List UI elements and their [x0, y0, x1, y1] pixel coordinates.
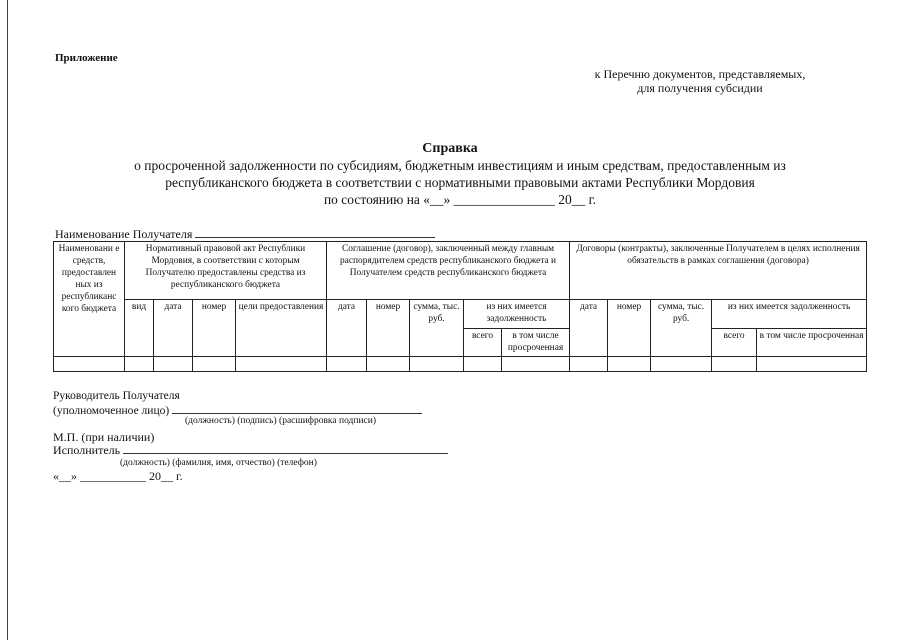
table-cell [154, 357, 193, 372]
col-contract-number: номер [608, 300, 651, 357]
table-cell [193, 357, 236, 372]
group-contracts: Договоры (контракты), заключенные Получателем в целях исполнения обязательств в рамках соглашения (договора) [570, 242, 867, 300]
recipient-blank-line [195, 227, 435, 238]
table-cell [608, 357, 651, 372]
authorized-person-label: (уполномоченное лицо) [53, 405, 170, 417]
executor-blank-line [123, 443, 448, 454]
col-act-number: номер [193, 300, 236, 357]
table-cell [464, 357, 502, 372]
col-contract-date: дата [570, 300, 608, 357]
executor-caption: (должность) (фамилия, имя, отчество) (телефон) [120, 458, 317, 468]
col-contract-sum: сумма, тыс. руб. [651, 300, 712, 357]
document-title: Справка [422, 141, 478, 156]
table-cell [54, 357, 125, 372]
date-field: «__» ___________ 20__ г. [53, 469, 183, 483]
recipient-field [55, 227, 435, 242]
report-table [53, 241, 867, 372]
table-cell [410, 357, 464, 372]
appendix-label: Приложение [55, 52, 118, 64]
appendix-reference-line2: для получения субсидии [637, 81, 763, 95]
col-act-date: дата [154, 300, 193, 357]
stamp-label: М.П. (при наличии) [53, 430, 155, 444]
subtitle-line1: о просроченной задолженности по субсидиям, бюджетным инвестициям и иным средствам, предоставленным из [134, 158, 786, 173]
page-border-line [7, 0, 8, 640]
col-agreement-debt-total: всего [464, 329, 502, 357]
group-agreement: Соглашение (договор), заключенный между главным распорядителем средств республиканского бюджета и Получателем средств республиканского бюджета [327, 242, 570, 300]
appendix-reference-line1: к Перечню документов, представляемых, [594, 67, 806, 81]
subtitle-line2: республиканского бюджета в соответствии с нормативными правовыми актами Республики Мордовия [165, 175, 755, 190]
table-cell [502, 357, 570, 372]
col-funds-name: Наименовани е средств, предоставлен ных из республиканс кого бюджета [54, 242, 125, 357]
table-cell [125, 357, 154, 372]
appendix-reference [560, 67, 840, 95]
col-agreement-debt-overdue: в том числе просроченная [502, 329, 570, 357]
col-contract-debt-total: всего [712, 329, 757, 357]
signature-caption: (должность) (подпись) (расшифровка подписи) [185, 416, 377, 426]
table-cell [367, 357, 410, 372]
signature-head-label: Руководитель Получателя [53, 390, 180, 402]
table-cell [570, 357, 608, 372]
col-contract-debt-overdue: в том числе просроченная [757, 329, 867, 357]
group-legal-act: Нормативный правовой акт Республики Мордовия, в соответствии с которым Получателю предоставлены средства из республиканского бюджета [125, 242, 327, 300]
table-cell [712, 357, 757, 372]
col-agreement-number: номер [367, 300, 410, 357]
col-agreement-sum: сумма, тыс. руб. [410, 300, 464, 357]
col-agreement-date: дата [327, 300, 367, 357]
executor-field [53, 443, 448, 458]
table-cell [651, 357, 712, 372]
table-cell [236, 357, 327, 372]
table-cell [327, 357, 367, 372]
col-act-type: вид [125, 300, 154, 357]
col-contract-debt: из них имеется задолженность [712, 300, 867, 329]
col-agreement-debt: из них имеется задолженность [464, 300, 570, 329]
table-row [54, 357, 867, 372]
executor-label: Исполнитель [53, 443, 121, 457]
col-act-purpose: цели предоставления [236, 300, 327, 357]
table-cell [757, 357, 867, 372]
recipient-label: Наименование Получателя [55, 227, 193, 241]
authorized-blank-line [172, 403, 422, 414]
document-subtitle [60, 157, 860, 208]
subtitle-line3: по состоянию на «__» _______________ 20__ г. [323, 192, 597, 207]
